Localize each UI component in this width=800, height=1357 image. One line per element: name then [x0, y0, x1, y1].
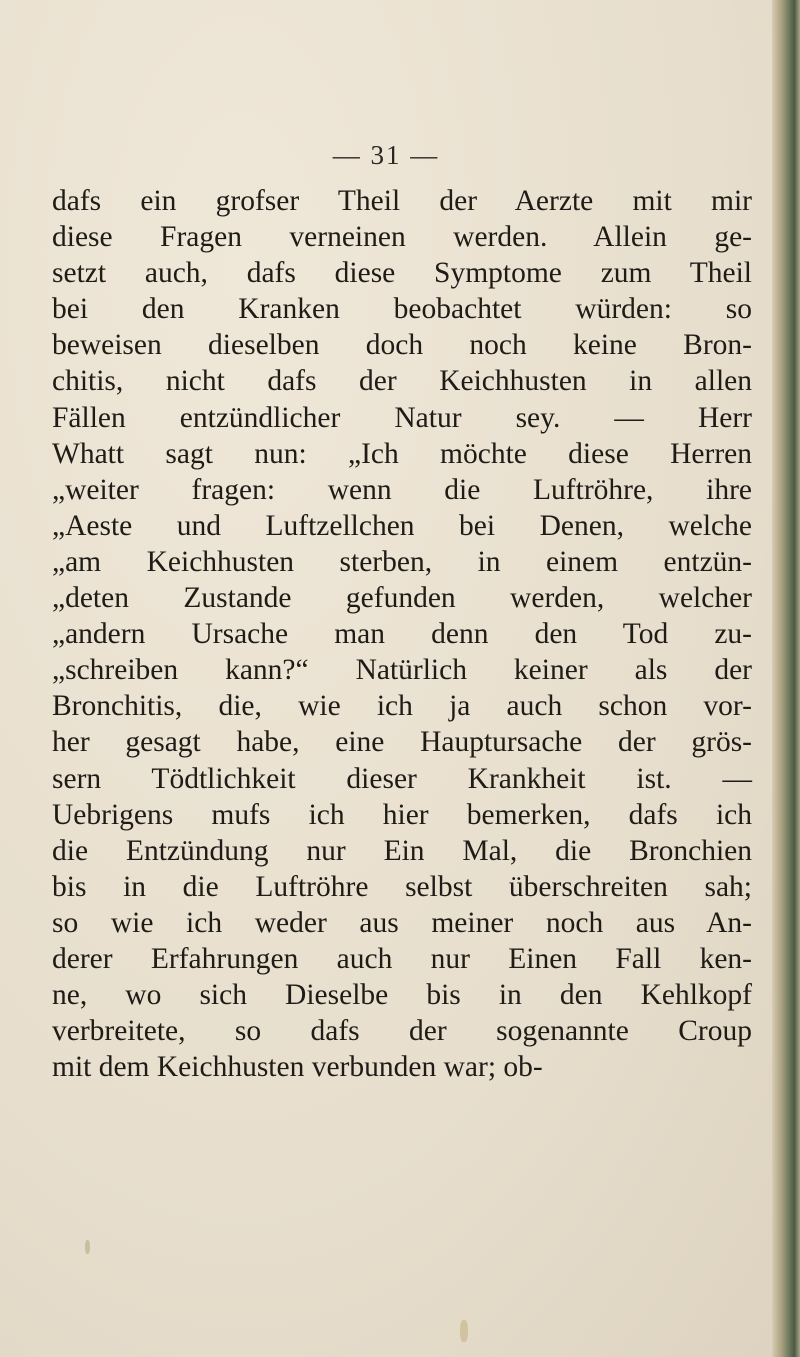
text-line: „am Keichhusten sterben, in einem entzün-: [52, 545, 752, 578]
text-line: diese Fragen verneinen werden. Allein ge-: [52, 221, 752, 254]
text-line: „weiter fragen: wenn die Luftröhre, ihre: [52, 473, 752, 506]
text-line: bis in die Luftröhre selbst überschreiten sah;: [52, 870, 752, 903]
text-line: „deten Zustande gefunden werden, welcher: [52, 582, 752, 615]
text-line: mit dem Keichhusten verbunden war; ob-: [52, 1051, 543, 1084]
text-line: ne, wo sich Dieselbe bis in den Kehlkopf: [52, 979, 752, 1012]
paper-stain: [460, 1320, 468, 1342]
text-line: sern Tödtlichkeit dieser Krankheit ist. —: [52, 762, 752, 795]
text-line: dafs ein grofser Theil der Aerzte mit mir: [52, 185, 752, 217]
page-edge-shadow: [772, 0, 800, 1357]
text-line: her gesagt habe, eine Hauptursache der grös-: [52, 726, 752, 759]
text-line: bei den Kranken beobachtet würden: so: [52, 293, 752, 326]
text-line: die Entzündung nur Ein Mal, die Bronchien: [52, 834, 752, 867]
text-line: Bronchitis, die, wie ich ja auch schon vor-: [52, 690, 752, 723]
text-line: so wie ich weder aus meiner noch aus An-: [52, 906, 752, 939]
text-line: „Aeste und Luftzellchen bei Denen, welche: [52, 509, 752, 542]
text-line: Whatt sagt nun: „Ich möchte diese Herren: [52, 437, 752, 470]
text-line: „schreiben kann?“ Natürlich keiner als der: [52, 654, 752, 687]
page-number-header: — 31 —: [332, 140, 440, 170]
text-line: beweisen dieselben doch noch keine Bron-: [52, 329, 752, 362]
text-line: Uebrigens mufs ich hier bemerken, dafs ich: [52, 798, 752, 831]
text-line: chitis, nicht dafs der Keichhusten in allen: [52, 365, 752, 398]
text-line: setzt auch, dafs diese Symptome zum Theil: [52, 257, 752, 290]
body-text: [52, 183, 752, 1085]
text-line: verbreitete, so dafs der sogenannte Croup: [52, 1015, 752, 1048]
text-line: Fällen entzündlicher Natur sey. — Herr: [52, 401, 752, 434]
paper-stain: [85, 1240, 90, 1254]
text-line: „andern Ursache man denn den Tod zu-: [52, 618, 752, 651]
text-line: derer Erfahrungen auch nur Einen Fall ken-: [52, 942, 752, 975]
